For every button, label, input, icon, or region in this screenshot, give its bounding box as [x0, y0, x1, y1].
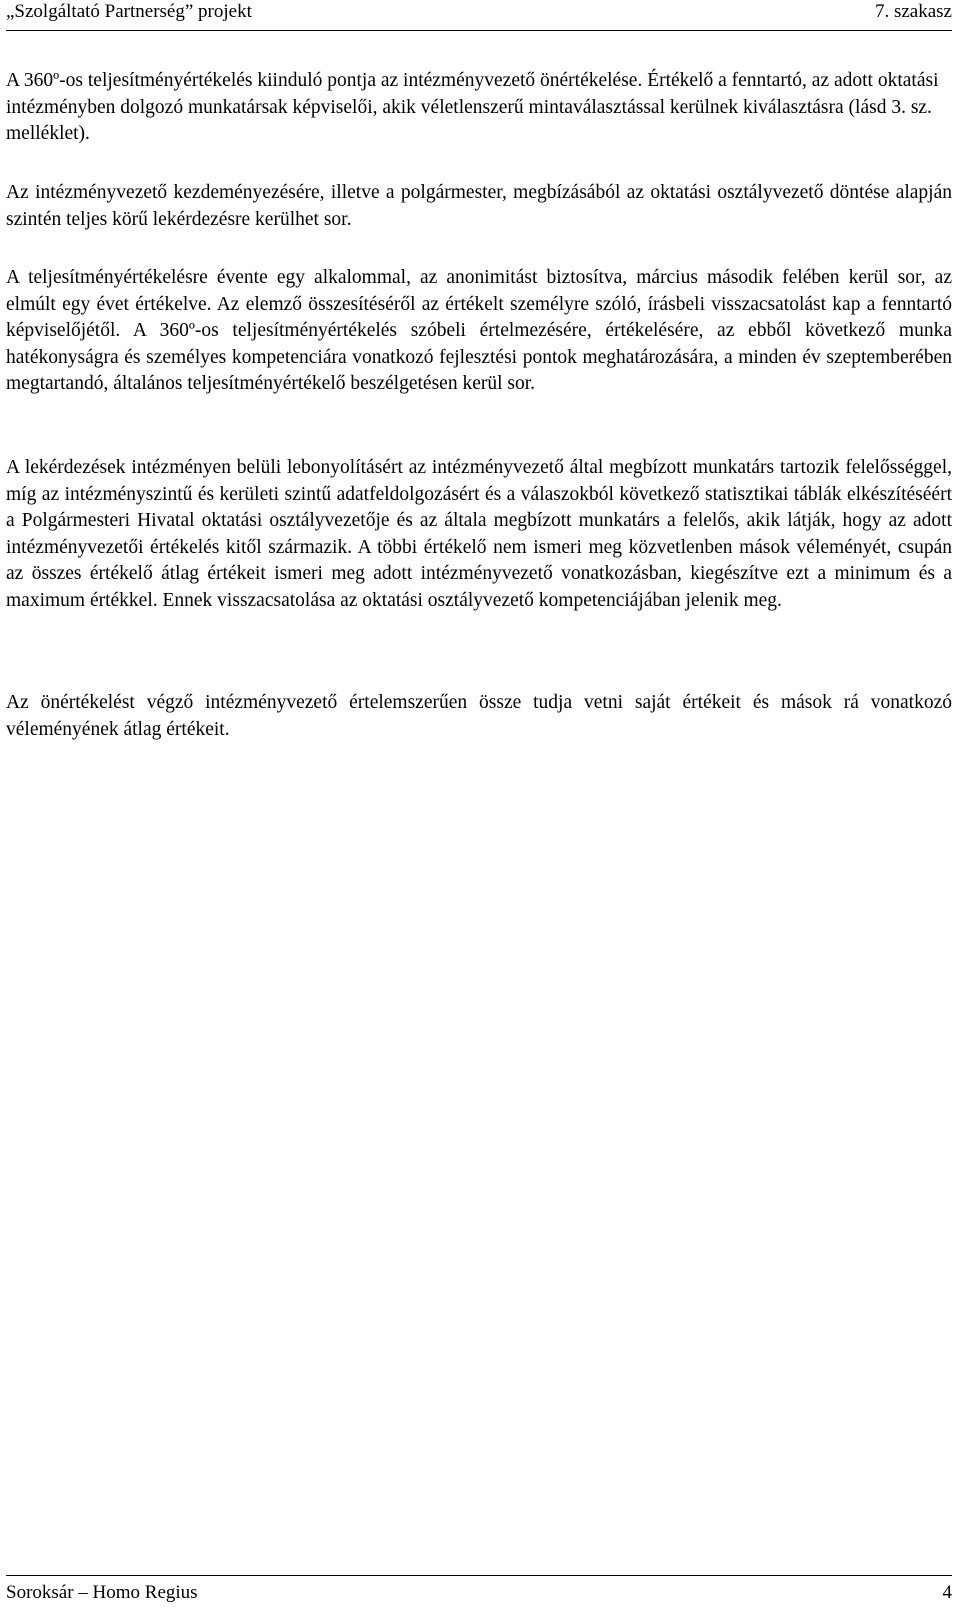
header-project-title: „Szolgáltató Partnerség” projekt — [6, 1, 252, 22]
paragraph-5: Az önértékelést végző intézményvezető értelemszerűen össze tudja vetni saját értékeit és mások rá vonatkozó véleményének átlag értékeit. — [6, 692, 952, 740]
paragraph-3: A teljesítményértékelésre évente egy alkalommal, az anonimitást biztosítva, március második felében kerül sor, az elmúlt egy évet értékelve. Az elemző összesítéséről az értékelt személyre szóló, írásbeli visszacsatolást kap a fenntartó képviselőjétől. A 360º-os teljesítményértékelés szóbeli értelmezésére, értékelésére, az ebből következő munka hatékonyságra és személyes kompetenciára vonatkozó fejlesztési pontok meghatározására, a minden év szeptemberében megtartandó, általános teljesítményértékelő beszélgetésen kerül sor. — [6, 267, 952, 394]
page-header — [6, 0, 952, 31]
paragraph-4: A lekérdezések intézményen belüli lebonyolításért az intézményvezető által megbízott munkatárs tartozik felelősséggel, míg az intézményszintű és kerületi szintű adatfeldolgozásért és a válaszokból következő statisztikai táblák elkészítéséért a Polgármesteri Hivatal oktatási osztályvezetője és az általa megbízott munkatárs a felelős, akik látják, hogy az adott intézményvezetői értékelés kitől származik. A többi értékelő nem ismeri meg közvetlenben mások véleményét, csupán az összes értékelő átlag értékeit ismeri meg adott intézményvezető vonatkozásban, kiegészítve ezt a minimum és a maximum értékkel. Ennek visszacsatolása az oktatási osztályvezető kompetenciájában jelenik meg. — [6, 457, 952, 611]
page-footer — [6, 1575, 952, 1606]
footer-author: Soroksár – Homo Regius — [6, 1582, 198, 1603]
page-number: 4 — [942, 1582, 952, 1603]
paragraph-1: A 360º-os teljesítményértékelés kiinduló pontja az intézményvezető önértékelése. Értékelő a fenntartó, az adott oktatási intézményben dolgozó munkatársak képviselői, akik véletlenszerű mintaválasztással kerülnek kiválasztásra (lásd 3. sz. melléklet). — [6, 70, 939, 144]
paragraph-2: Az intézményvezető kezdeményezésére, illetve a polgármester, megbízásából az oktatási osztályvezető döntése alapján szintén teljes körű lekérdezésre kerülhet sor. — [6, 182, 952, 230]
header-section-number: 7. szakasz — [874, 1, 952, 22]
